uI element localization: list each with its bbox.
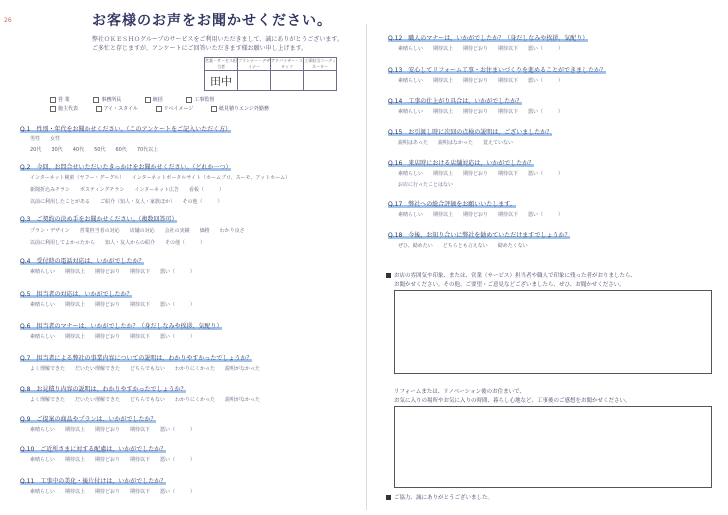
intro-line-1: 弊社ＯＫＥＳＨＯグループのサービスをご利用いただきまして、誠にありがとうございます。 — [92, 36, 343, 43]
question-16 — [388, 158, 534, 167]
question-12 — [388, 33, 588, 42]
question-10 — [20, 444, 166, 453]
role-checkbox[interactable] — [156, 106, 194, 112]
question-text: Q.2 今回、お問合せいただいたきっかけをお聞かせください。（どれか一つ） — [20, 164, 232, 171]
staff-signature-cell[interactable] — [205, 71, 238, 91]
question-14-options[interactable]: 素晴らしい 期待以上 期待どおり 期待以下 悪い（ ） — [398, 109, 564, 115]
page-title: お客様のお声をお聞かせください。 — [92, 13, 332, 29]
question-text: Q.14 工事の仕上がり具合は、いかがでしたか？ — [388, 98, 523, 105]
square-bullet-icon — [386, 495, 391, 500]
question-1-options[interactable]: 20代 30代 40代 50代 60代 70代以上 — [30, 147, 159, 153]
comment-box-2[interactable] — [394, 406, 712, 488]
checkbox-icon — [186, 97, 192, 103]
question-15-options[interactable]: 説明はあった 説明はなかった 覚えていない — [398, 140, 513, 146]
question-text: Q.6 担当者のマナーは、いかがでしたか？（身だしなみや挨拶、気配り） — [20, 323, 223, 330]
question-17 — [388, 199, 516, 208]
staff-header: 工事担当コーディネーター — [304, 58, 336, 69]
question-9-options[interactable]: 素晴らしい 期待以上 期待どおり 期待以下 悪い（ ） — [30, 427, 196, 433]
question-3-options[interactable]: プラン・デザイン 営業担当者の対応 店舗の対応 会社の実績 価格 わかり良さ — [30, 228, 245, 234]
question-text: Q.15 お引渡し時に次回の点検の説明は、ございましたか？ — [388, 129, 553, 136]
question-16-options[interactable]: 素晴らしい 期待以上 期待どおり 期待以下 悪い（ ） — [398, 171, 564, 177]
question-2-options[interactable]: 新聞折込みチラシ ポスティングチラシ インターネット広告 看板（ ） — [30, 187, 224, 193]
role-checkbox[interactable] — [50, 97, 70, 103]
question-text: Q.1 性別・年代をお聞かせください。（このアンケートをご記入いただく方） — [20, 126, 232, 133]
role-checkbox-row-1 — [50, 96, 214, 103]
question-text: Q.5 担当者の対応は、いかがでしたか？ — [20, 291, 133, 298]
closing-message — [386, 493, 493, 501]
checkbox-icon — [50, 106, 56, 112]
question-13-options[interactable]: 素晴らしい 期待以上 期待どおり 期待以下 悪い（ ） — [398, 78, 564, 84]
question-14 — [388, 96, 522, 105]
question-1 — [20, 124, 231, 133]
checkbox-icon — [211, 106, 217, 112]
role-checkbox[interactable] — [211, 106, 269, 112]
role-checkbox[interactable] — [145, 97, 163, 103]
comment-box-2-label: リフォームまたは、リノベーション後のお住まいで、 — [394, 389, 525, 395]
staff-header: アドバイザー・スタッフ — [271, 58, 303, 69]
comment-box-1[interactable] — [394, 290, 712, 374]
page-number: 26 — [4, 17, 12, 24]
question-2-options[interactable]: 以前に利用したことがある ご紹介（知人・友人・家族ほか） その他（ ） — [30, 199, 223, 205]
checkbox-label: 統括 — [152, 97, 163, 103]
question-2 — [20, 162, 231, 171]
question-17-options[interactable]: 素晴らしい 期待以上 期待どおり 期待以下 悪い（ ） — [398, 212, 564, 218]
question-18-options[interactable]: ぜひ、勧めたい どちらとも言えない 勧めたくない — [398, 243, 528, 249]
question-7-options[interactable]: よく理解できた だいたい理解できた どちらでもない わかりにくかった 説明がなかった — [30, 366, 260, 372]
comment-box-1-label-2: お聞かせください。その他、ご要望・ご意見などございましたら、ぜひ、お聞かせください。 — [394, 282, 625, 288]
checkbox-icon — [50, 97, 56, 103]
checkbox-icon — [96, 106, 102, 112]
question-10-options[interactable]: 素晴らしい 期待以上 期待どおり 期待以下 悪い（ ） — [30, 457, 196, 463]
question-1-options[interactable]: 男性 女性 — [30, 136, 61, 142]
checkbox-label: 営 業 — [58, 97, 70, 103]
question-9 — [20, 414, 156, 423]
comment-box-label-text: お店の雰囲気や印象、または、営業（サービス）担当者や職人で印象に残った者がおりましたら、 — [394, 273, 637, 279]
question-text: Q.13 安心してリフォーム工事・お住まいづくりを進めることができましたか？ — [388, 67, 606, 74]
square-bullet-icon — [386, 273, 391, 278]
question-6-options[interactable]: 素晴らしい 期待以上 期待どおり 期待以下 悪い（ ） — [30, 334, 196, 340]
question-11 — [20, 476, 166, 485]
checkbox-label: 事務所長 — [101, 97, 122, 103]
column-divider — [366, 24, 367, 510]
question-text: Q.4 受付時の電話対応は、いかがでしたか？ — [20, 258, 145, 265]
question-4-options[interactable]: 素晴らしい 期待以上 期待どおり 期待以下 悪い（ ） — [30, 269, 196, 275]
question-13 — [388, 65, 606, 74]
role-checkbox[interactable] — [186, 97, 214, 103]
question-text: Q.17 弊社への総合評価をお願いいたします。 — [388, 201, 516, 208]
staff-signature-table — [204, 57, 337, 91]
question-4 — [20, 256, 144, 265]
question-11-options[interactable]: 素晴らしい 期待以上 期待どおり 期待以下 悪い（ ） — [30, 489, 196, 495]
question-text: Q.8 お見積り内容の説明は、わかりやすかったでしょうか？ — [20, 386, 187, 393]
question-7 — [20, 353, 252, 362]
closing-text: ご協力、誠にありがとうございました。 — [394, 495, 494, 501]
handwritten-signature: 田中 — [210, 74, 232, 88]
checkbox-icon — [93, 97, 99, 103]
question-18 — [388, 230, 570, 239]
question-text: Q.9 ご提案の商品やプランは、いかがでしたか？ — [20, 416, 157, 423]
question-3 — [20, 214, 177, 223]
question-5-options[interactable]: 素晴らしい 期待以上 期待どおり 期待以下 悪い（ ） — [30, 302, 196, 308]
question-6 — [20, 321, 222, 330]
intro-line-2: ご多忙と存じますが、アンケートにご回答いただきます様お願い申し上げます。 — [92, 45, 308, 52]
question-5 — [20, 289, 132, 298]
question-16-options[interactable]: お店に行ったことはない — [398, 182, 454, 188]
role-checkbox[interactable] — [93, 97, 121, 103]
role-checkbox-row-2 — [50, 105, 269, 112]
question-text: Q.12 職人のマナーは、いかがでしたか？（身だしなみや挨拶、気配り） — [388, 35, 589, 42]
role-checkbox[interactable] — [96, 106, 138, 112]
role-checkbox[interactable] — [50, 106, 78, 112]
question-2-options[interactable]: インターネット検索（ヤフー・グーグル） インターネットポータルサイト（ホームプロ、スーモ、アットホーム） — [30, 175, 291, 181]
checkbox-label: 紙見積りエンジ外勤務 — [219, 106, 269, 112]
checkbox-label: 施主代表 — [58, 106, 79, 112]
comment-box-2-label-2: お気に入りの場所やお気に入りの時間、暮らし心地など、工事後のご感想をお聞かせください。 — [394, 398, 631, 404]
question-text: Q.10 ご近所さまに対する配慮は、いかがでしたか？ — [20, 446, 167, 453]
question-text: Q.3 ご契約の決め手をお聞かせください。（複数回答可） — [20, 216, 178, 223]
checkbox-label: リペイメージ — [163, 106, 194, 112]
checkbox-label: 工事監督 — [194, 97, 215, 103]
question-text: Q.7 担当者による弊社の事業内容についての説明は、わかりやすかったでしょうか？ — [20, 355, 253, 362]
question-text: Q.18 今後、お知り合いに弊社を勧めていただけますでしょうか？ — [388, 232, 571, 239]
staff-signature-cell[interactable] — [304, 71, 337, 91]
staff-signature-cell[interactable] — [271, 71, 304, 91]
question-8-options[interactable]: よく理解できた だいたい理解できた どちらでもない わかりにくかった 説明がなかった — [30, 397, 260, 403]
staff-header: プランナー・デザイナー — [238, 58, 270, 69]
question-text: Q.11 工事中の美化・後片付けは、いかがでしたか？ — [20, 478, 167, 485]
staff-header: 営業・サービス担当者 — [205, 58, 237, 69]
question-12-options[interactable]: 素晴らしい 期待以上 期待どおり 期待以下 悪い（ ） — [398, 46, 564, 52]
question-8 — [20, 384, 186, 393]
question-text: Q.16 来店時における店舗対応は、いかがでしたか？ — [388, 160, 535, 167]
checkbox-label: アイ・スタイル — [103, 106, 139, 112]
question-15 — [388, 127, 552, 136]
staff-signature-cell[interactable] — [238, 71, 271, 91]
question-3-options[interactable]: 以前に利用してよかったから 知人・友人からの紹介 その他（ ） — [30, 240, 206, 246]
checkbox-icon — [156, 106, 162, 112]
comment-box-1-label — [386, 271, 636, 279]
checkbox-icon — [145, 97, 151, 103]
